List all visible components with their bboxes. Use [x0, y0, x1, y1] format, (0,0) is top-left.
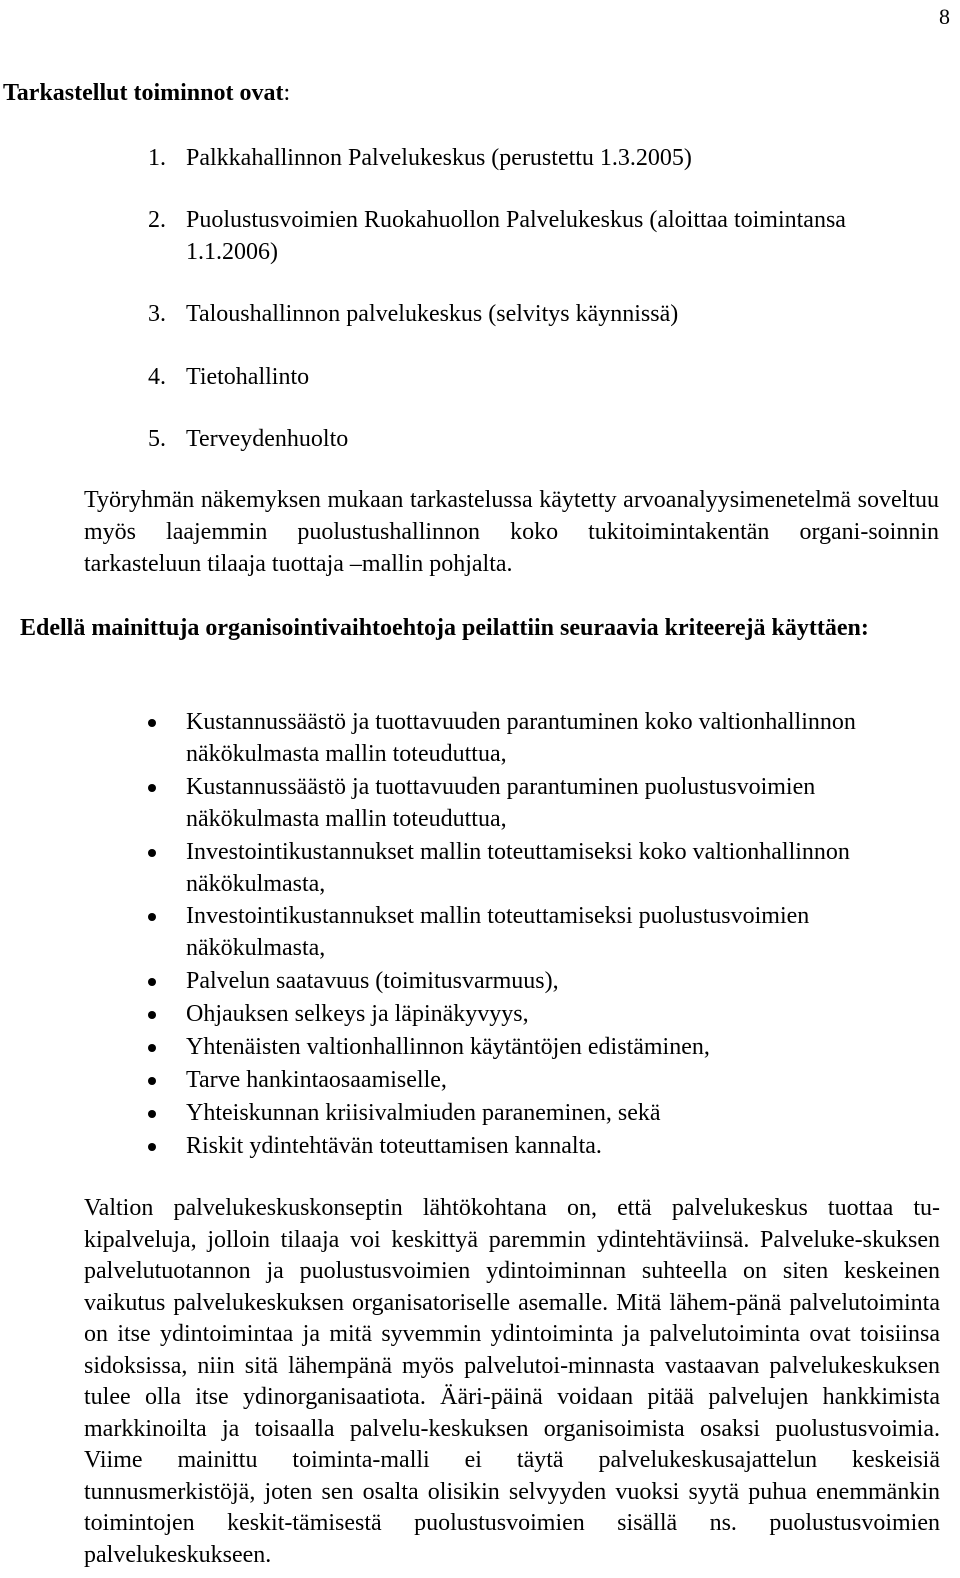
list-item-text: Kustannussäästö ja tuottavuuden parantuminen koko valtionhallinnon näkökulmasta mallin toteuduttua, — [186, 709, 856, 767]
bullet-icon — [148, 1044, 156, 1052]
list-item-text: Palvelun saatavuus (toimitusvarmuus), — [186, 968, 559, 994]
list-item-text: Investointikustannukset mallin toteuttamiseksi koko valtionhallinnon näkökulmasta, — [186, 839, 850, 897]
bullet-icon — [148, 978, 156, 986]
list-item-text: Riskit ydintehtävän toteuttamisen kannalta. — [186, 1133, 602, 1159]
list-item-text: Yhtenäisten valtionhallinnon käytäntöjen edistäminen, — [186, 1034, 710, 1060]
list-item-text: Yhteiskunnan kriisivalmiuden paraneminen, sekä — [186, 1100, 661, 1126]
list-item-number: 2. — [148, 207, 166, 233]
list-item-text: Investointikustannukset mallin toteuttamiseksi puolustusvoimien näkökulmasta, — [186, 903, 810, 961]
body-paragraph: Työryhmän näkemyksen mukaan tarkastelussa käytetty arvoanalyysimenetelmä soveltuu myös laajemmin puolustushallinnon koko tukitoimintakentän organi-soinnin tarkasteluun tilaaja tuottaja –mallin pohjalta. — [84, 487, 939, 577]
list-item-text: Tarve hankintaosaamiselle, — [186, 1067, 447, 1093]
list-item-text: Puolustusvoimien Ruokahuollon Palvelukeskus (aloittaa toimintansa — [186, 207, 846, 233]
bullet-icon — [148, 1011, 156, 1019]
bullet-icon — [148, 849, 156, 857]
bullet-icon — [148, 784, 156, 792]
bullet-icon — [148, 1143, 156, 1151]
body-paragraph: Valtion palvelukeskuskonseptin lähtökohtana on, että palvelukeskus tuottaa tu-kipalveluja, jolloin tilaaja voi keskittyä paremmin ydintehtäviinsä. Palveluke-skuksen palvelutuotannon ja puolustusvoimien ydintoiminnan suhteella on siten keskeinen vaikutus palvelukeskuksen organisatoriselle asemalle. Mitä lähem-pänä palvelutoiminta on itse ydintoimintaa ja mitä syvemmin ydintoiminta ja palvelutoiminta ovat toisiinsa sidoksissa, niin sitä lähempänä myös palvelutoi-minnasta vastaavan palvelukeskuksen tulee olla itse ydinorganisaatiota. Ääri-päinä voidaan pitää palvelujen hankkimista markkinoilta ja toisaalla palvelu-keskuksen organisoimista osaksi puolustusvoimia. Viime mainittu toiminta-malli ei täytä palvelukeskusajattelun keskeisiä tunnusmerkistöjä, joten sen osalta olisikin selvyyden vuoksi syytä puhua enemmänkin toimintojen keskit-tämisestä puolustusvoimien sisällä ns. puolustusvoimien palvelukeskukseen. — [84, 1195, 940, 1568]
bullet-icon — [148, 719, 156, 727]
list-item-text: 1.1.2006) — [186, 239, 278, 265]
list-item-number: 5. — [148, 426, 166, 452]
list-item-text: Ohjauksen selkeys ja läpinäkyvyys, — [186, 1001, 529, 1027]
section-heading-text: Tarkastellut toiminnot ovat — [3, 80, 284, 106]
list-item-number: 4. — [148, 364, 166, 390]
page-number: 8 — [939, 4, 950, 29]
list-item-text: Taloushallinnon palvelukeskus (selvitys käynnissä) — [186, 301, 679, 327]
list-item-text: Palkkahallinnon Palvelukeskus (perustettu 1.3.2005) — [186, 145, 692, 171]
section-heading-colon: : — [283, 80, 291, 106]
bullet-icon — [148, 1077, 156, 1085]
bullet-icon — [148, 913, 156, 921]
section-heading — [3, 80, 290, 107]
list-item-text: Tietohallinto — [186, 364, 310, 390]
bullet-icon — [148, 1110, 156, 1118]
list-item-number: 1. — [148, 145, 166, 171]
list-item-number: 3. — [148, 301, 166, 327]
criteria-heading: Edellä mainittuja organisointivaihtoehtoja peilattiin seuraavia kriteerejä käyttäen: — [20, 615, 869, 641]
list-item-text: Terveydenhuolto — [186, 426, 349, 452]
list-item-text: Kustannussäästö ja tuottavuuden parantuminen puolustusvoimien näkökulmasta mallin toteuduttua, — [186, 774, 816, 832]
